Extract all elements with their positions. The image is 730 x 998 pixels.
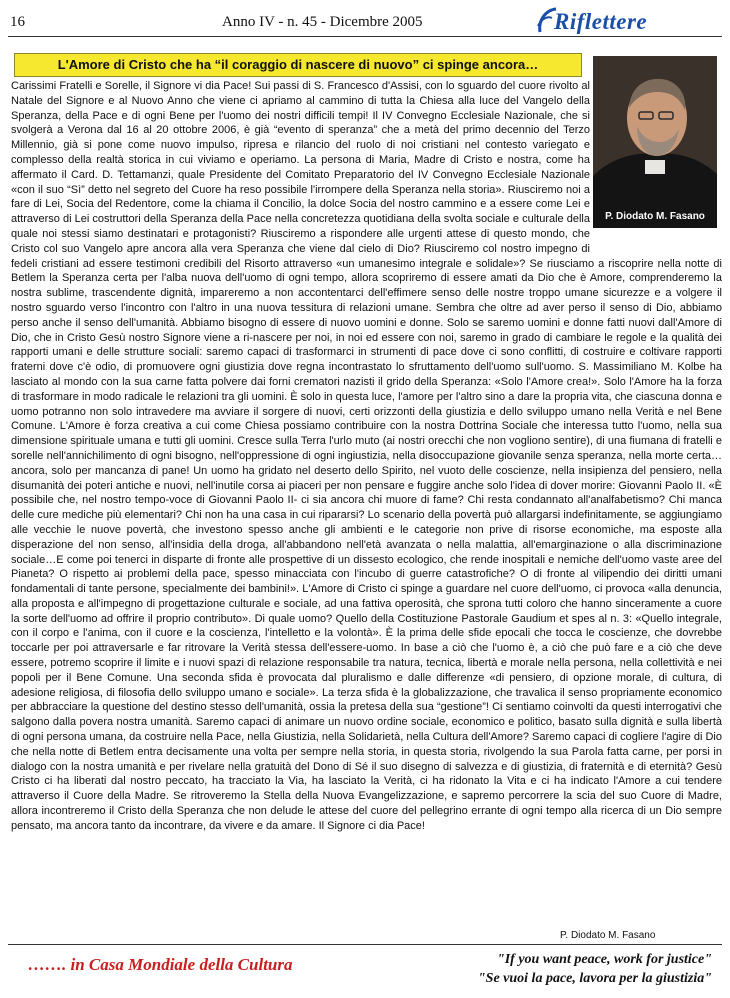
motto-english: "If you want peace, work for justice" — [496, 952, 712, 967]
logo-text: Riflettere — [554, 9, 648, 34]
article-text: Carissimi Fratelli e Sorelle, il Signore vi dia Pace! Sui passi di S. Francesco d'Assisi, con lo sguardo del cuore rivolto al Natale del Signore e al Nuovo Anno che viene ci apriamo al cammino di tutta la Chiesa alla luce del Vangelo della Speranza, della Pace e di ogni Bene per l'uomo dei nostri difficili tempi! Il IV Convegno Ecclesiale Nazionale, che si svolgerà a Verona dal 16 al 20 ottobre 2006, è già “evento di speranza” che a metà del primo decennio del Terzo Millennio, già si pone come nuovo impulso, ripresa e rilancio del ruolo di noi cristiani nel contesto variegato e complesso della realtà storica in cui viviamo e operiamo. La persona di Maria, Madre di Cristo e nostra, come ha affermato il Card. D. Tettamanzi, quale Presidente del Comitato Preparatorio del IV Convegno Ecclesiale Nazionale «con il suo “Sì” detto nel segreto del Cuore ha reso possibile l'irrompere della Speranza nella storia». Riusciremo noi a fare di Lei, Socia del Redentore, come la chiama il Concilio, la dolce Socia del nostro cammino e a essere come Lei e attraverso di Lei costruttori della Speranza della Pace nella concretezza quotidiana della svolta sociale e culturale della quale noi stessi siamo destinatari e protagonisti? Riusciremo a rispondere alle urgenti attese di questo mondo, che Cristo col suo Vangelo apre ancora alla vera Speranza che viene dal cielo di Dio? Riusciremo col nostro impegno di fedeli cristiani ad essere testimoni credibili del Risorto attraverso «un umanesimo integrale e solidale»? Se riusciamo a riscoprire nella notte di Betlem la Speranza certa per l'alba nuova dell'uomo di ogni tempo, allora scopriremo di essere amati da Dio che è Amore, comprenderemo la nostra sublime, trascendente dignità, impareremo a non accontentarci dell'effimere senso delle nostre troppo umane sicurezze e a volgere il nostro sguardo verso l'incontro con l'altro in una nuova tessitura di relazioni umane. Sembra che oltre ad aver perso il senso di Dio, abbiamo perso anche il senso dell'umanità. Abbiamo bisogno di essere di nuovo uomini e donne. Solo se saremo uomini e donne fatti nuovi dall'Amore di Dio, che in Cristo Gesù nostro Signore viene a ri-nascere per noi, in noi ed essere con noi, saremo in grado di cambiare le regole e la qualità dei rapporti umani e delle strutture sociali: saremo capaci di trasformarci in strumenti di pace dove ci sono conflitti, di costruire e coltivare rapporti fraterni dove c'è odio, di promuovere ogni giustizia dove regna incontrastato lo sfruttamento dell'uomo sull'uomo. S. Massimiliano M. Kolbe ha lasciato al mondo con la sua carne fatta polvere dai forni crematori nazisti il grido della Speranza: «Solo l'Amore crea!». Solo l'Amore ha la forza di trasformare in modo radicale le relazioni tra gli uomini. È solo in questa luce, l'amore per l'altro sino a dare la propria vita, che ciascuna donna e uomo potranno non solo intravedere ma avviare il sorgere di nuovi, certi orizzonti della giustizia e dello sviluppo umano nella Verità e nel Bene Comune. L'Amore è forza creativa a cui come Chiesa possiamo contribuire con la nostra Dottrina Sociale che interessa tutto l'uomo, nella sua dimensione spirituale umana e tutti gli uomini. Cresce sulla Terra l'urlo muto (ai nostri orecchi che non vogliono sentire), di una fiumana di fratelli e sorelle nell'annichilimento di ogni bisogno, nell'oppressione di ogni ingiustizia, nella disoccupazione giovanile senza speranza, nella morte certa…ancora, solo per mancanza di pane! Un uomo ha gridato nel deserto dello Spirito, nel vuoto delle coscienze, nella insipienza del pensiero, nella disumanità dei poteri antiche e nuovi, nell'inutile corsa ai piaceri per non pensare e fuggire anche solo l'idea di dover morire: Giovanni Paolo II. «È possibile che, nel nostro tempo-voce di Giovanni Paolo II- ci sia ancora chi muore di fame? Chi resta condannato all'analfabetismo? Chi manca delle cure mediche più elementari? Chi non ha una casa in cui ripararsi? Lo scenario della povertà può allargarsi indefinitamente, se aggiungiamo alle vecchie le nuove povertà, che investono spesso anche gli ambienti e le categorie non prive di risorse economiche, ma esposte alla disperazione del non senso, all'insidia della droga, all'abbandono nell'età avanzata o nella malattia, all'emarginazione o alla discriminazione sociale…E come poi tenerci in disparte di fronte alle prospettive di un dissesto ecologico, che rende inospitali e nemiche dell'uomo vaste aree del Pianeta? O rispetto ai problemi della pace, spesso minacciata con l'incubo di guerre catastrofiche? O di fronte al vilipendio dei diritti umani fondamentali di tante persone, specialmente dei bambini!». L'Amore di Cristo ci spinge a guardare nel cuore dell'uomo, ci provoca «alla denuncia, alla proposta e all'impegno di progettazione culturale e sociale, ad una fattiva operosità, che sprona tutti coloro che hanno sinceramente a cuore la sorte dell'uomo ad offrire il proprio contributo». Di quale uomo? Quello della Costituzione Pastorale Gaudium et spes al n. 3: «Quello integrale, con il corpo e l'anima, con il cuore e la coscienza, l'intelletto e la volontà». È la prima delle sfide epocali che tocca le coscienze, che dovrebbe toccarle per poi attraversarle e far ritrovare la Verità stessa dell'essere-uomo. In base a ciò che l'uomo è, a ciò che può fare e a ciò che deve essere, potremo scoprire il limite e i nuovi spazi di relazione responsabile tra natura, tecnica, libertà e morale nella persona, nella collettività e nei popoli per il Bene Comune. Una seconda sfida è provocata dal pluralismo e dalle differenze «di pensiero, di opzione morale, di cultura, di adesione religiosa, di filosofia dello sviluppo umano e sociale». La terza sfida è la globalizzazione, che travalica il senso propriamente economico per abbracciare la questione del destino stesso dell'umanità, ossia la pretesa della sua “gestione”! Ci sentiamo coinvolti da questi interrogativi che salgono dalla povera nostra umanità. Saremo capaci di animare un nuovo ordine sociale, economico e politico, basato sulla dignità e sulla libertà di ogni persona umana, da costruire nella Pace, nella Giustizia, nella Solidarietà, nella Cultura dell'Amore? Saremo capaci di cogliere l'agire di Dio che nella notte di Betlem entra decisamente una volta per sempre nella storia, in questa storia, rivolgendo la sua Parola fatta carne, per porsi in dialogo con la nostra umanità e per rivelare nella gratuità del Dono di Sé il suo disegno di salvezza e di giustizia, di fraternità e di eternità? Gesù Cristo ci ha liberati dal nostro peccato, ha tracciato la Via, ha lasciato la Verità, ci ha ridonato la Vita e ci ha indicato l'Amore a cui tendere attraverso il Cuore della Madre. Se ritroveremo la Stella della Nuova Evangelizzazione, e sapremo percorrere la scia del suo Cuore di Madre, allora incontreremo il Cristo della Speranza che non delude le attese del cuore del pellegrino errante di ogni tempo alla ricerca di un Dio sempre pensato, ma ancora tanto da incontrare, da vivere e da amare. Il Signore ci dia Pace! — [11, 80, 722, 832]
footer-motto — [400, 950, 712, 988]
photo-float-spacer — [590, 79, 722, 247]
footer-tagline: ……. in Casa Mondiale della Cultura — [28, 955, 293, 974]
article-signature: P. Diodato M. Fasano — [560, 930, 656, 941]
footer-divider — [8, 944, 722, 945]
issue-info: Anno IV - n. 45 - Dicembre 2005 — [222, 14, 423, 30]
header-divider — [8, 36, 722, 37]
photo-caption: P. Diodato M. Fasano — [605, 211, 705, 222]
article-body — [11, 79, 722, 834]
motto-italian: "Se vuoi la pace, lavora per la giustizia" — [477, 971, 712, 986]
page-header — [0, 0, 730, 40]
magazine-logo — [536, 6, 722, 36]
article-title: L'Amore di Cristo che ha “il coraggio di nascere di nuovo” ci spinge ancora… — [14, 53, 582, 77]
page-number: 16 — [10, 14, 25, 30]
